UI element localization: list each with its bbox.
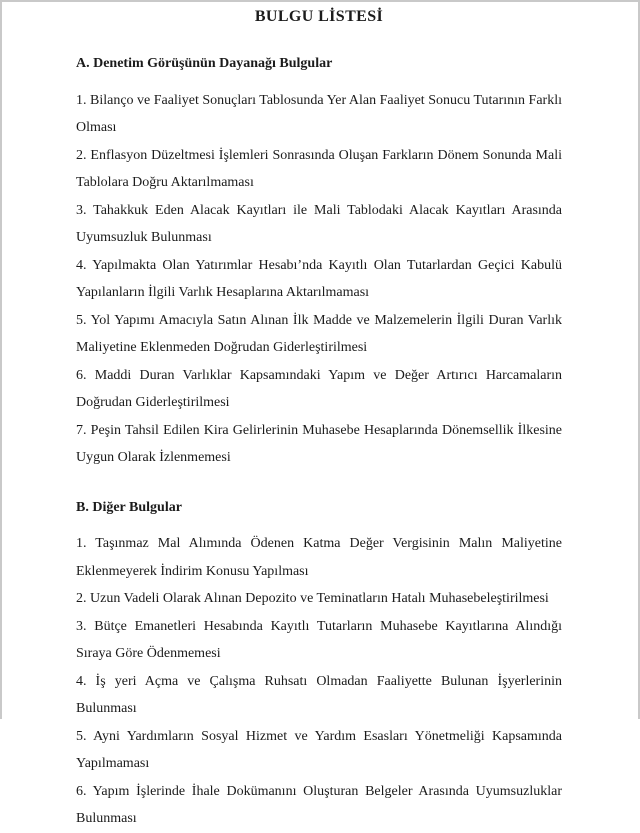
finding-item: 5. Ayni Yardımların Sosyal Hizmet ve Yardım Esasları Yönetmeliği Kapsamında Yapılmaması xyxy=(76,728,562,771)
finding-item: 2. Uzun Vadeli Olarak Alınan Depozito ve Teminatların Hatalı Muhasebeleştirilmesi xyxy=(76,591,549,606)
section-other-findings xyxy=(76,494,562,833)
finding-item: 1. Bilanço ve Faaliyet Sonuçları Tablosunda Yer Alan Faaliyet Sonucu Tutarının Farklı Olması xyxy=(76,92,562,135)
section-b-heading: B. Diğer Bulgular xyxy=(76,499,182,515)
finding-item: 2. Enflasyon Düzeltmesi İşlemleri Sonrasında Oluşan Farkların Dönem Sonunda Mali Tablolara Doğru Aktarılmaması xyxy=(76,147,562,190)
finding-item: 3. Bütçe Emanetleri Hesabında Kayıtlı Tutarların Muhasebe Kayıtlarına Alındığı Sıraya Göre Ödenmemesi xyxy=(76,618,562,661)
page-title: BULGU LİSTESİ xyxy=(254,8,384,25)
finding-item: 7. Peşin Tahsil Edilen Kira Gelirlerinin Muhasebe Hesaplarında Dönemsellik İlkesine Uygun Olarak İzlenmemesi xyxy=(76,422,562,465)
finding-item: 1. Taşınmaz Mal Alımında Ödenen Katma Değer Vergisinin Malın Maliyetine Eklenmeyerek İndirim Konusu Yapılması xyxy=(76,536,562,579)
finding-item: 6. Maddi Duran Varlıklar Kapsamındaki Yapım ve Değer Artırıcı Harcamaların Doğrudan Giderleştirilmesi xyxy=(76,367,562,410)
section-a-items xyxy=(76,87,562,472)
finding-item: 4. İş yeri Açma ve Çalışma Ruhsatı Olmadan Faaliyette Bulunan İşyerlerinin Bulunması xyxy=(76,673,562,716)
document-content xyxy=(2,2,638,833)
section-findings-basis-of-opinion xyxy=(76,50,562,472)
finding-item: 5. Yol Yapımı Amacıyla Satın Alınan İlk Madde ve Malzemelerin İlgili Duran Varlık Maliyetine Eklenmeden Doğrudan Giderleştirilmesi xyxy=(76,312,562,355)
section-b-items xyxy=(76,530,562,833)
finding-item: 6. Yapım İşlerinde İhale Dokümanını Oluşturan Belgeler Arasında Uyumsuzluklar Bulunması xyxy=(76,783,562,826)
section-a-heading: A. Denetim Görüşünün Dayanağı Bulgular xyxy=(76,56,333,71)
finding-item: 3. Tahakkuk Eden Alacak Kayıtları ile Mali Tablodaki Alacak Kayıtları Arasında Uyumsuzluk Bulunması xyxy=(76,202,562,245)
finding-item: 4. Yapılmakta Olan Yatırımlar Hesabı’nda Kayıtlı Olan Tutarlardan Geçici Kabulü Yapılanların İlgili Varlık Hesaplarına Aktarılmaması xyxy=(76,257,562,300)
